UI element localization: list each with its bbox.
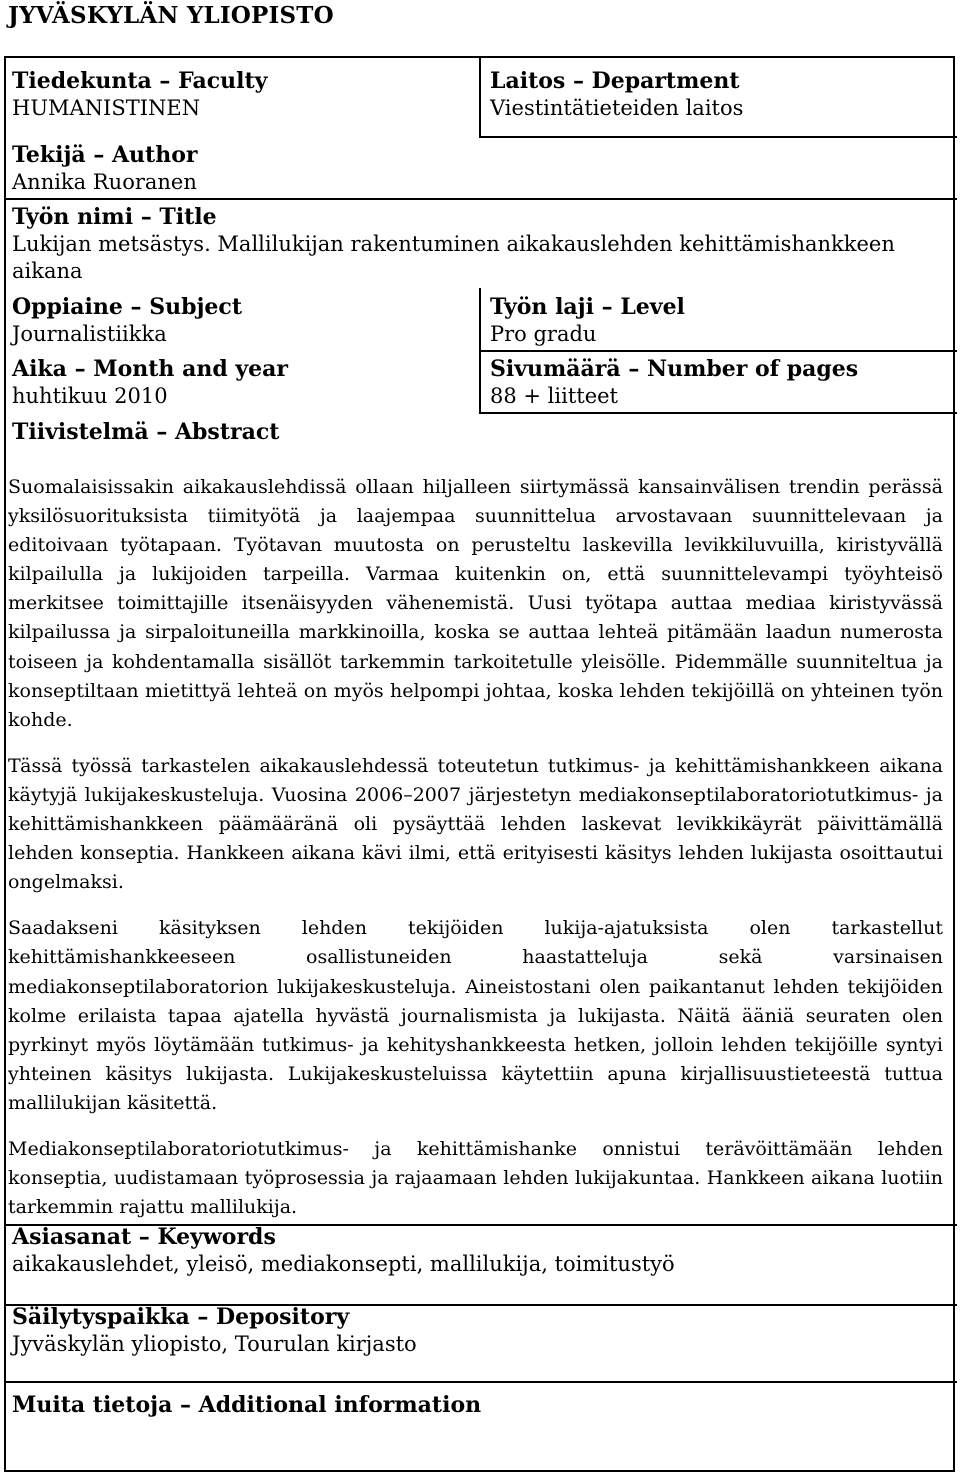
- depository-value: Jyväskylän yliopisto, Tourulan kirjasto: [12, 1332, 417, 1356]
- divider: [479, 58, 481, 136]
- date-label: Aika – Month and year: [12, 356, 288, 382]
- divider: [6, 198, 957, 200]
- faculty-value: HUMANISTINEN: [12, 96, 201, 120]
- abstract-paragraph: Tässä työssä tarkastelen aikakauslehdessä toteutetun tutkimus- ja kehittämishankkeen aikana käytyjä lukijakeskusteluja. Vuosina 2006–2007 järjestetyn mediakonseptilaboratoriotutkimus- ja kehittämishankkeen päämääränä oli pysäyttää lehden laskevat levikkikäyrät päivittämällä lehden konseptia. Hankkeen aikana kävi ilmi, että erityisesti käsitys lehden lukijasta osoittautui ongelmaksi.: [8, 754, 943, 894]
- abstract-body: [8, 473, 943, 1222]
- additional-info-label: Muita tietoja – Additional information: [12, 1392, 482, 1418]
- pages-value: 88 + liitteet: [490, 384, 618, 408]
- level-value: Pro gradu: [490, 322, 597, 346]
- divider: [479, 412, 957, 414]
- subject-label: Oppiaine – Subject: [12, 294, 242, 320]
- keywords-label: Asiasanat – Keywords: [12, 1224, 276, 1250]
- divider: [479, 288, 481, 412]
- divider: [479, 350, 957, 352]
- abstract-paragraph: Saadakseni käsityksen lehden tekijöiden lukija-ajatuksista olen tarkastellut kehittämishankkeeseen osallistuneiden haastatteluja sekä varsinaisen mediakonseptilaboratorion lukijakeskusteluja. Aineistostani olen paikantanut lehden tekijöiden kolme erilaista tapaa ajatella hyvästä journalismista ja lukijasta. Näitä ääniä seuraten olen pyrkinyt myös löytämään tutkimus- ja kehityshankkeesta hetken, jolloin lehden tekijöille syntyi yhteinen käsitys lukijasta. Lukijakeskusteluissa käytettiin apuna kirjallisuustieteestä tuttua mallilukijan käsitettä.: [8, 917, 943, 1114]
- keywords-value: aikakauslehdet, yleisö, mediakonsepti, mallilukija, toimitustyö: [12, 1252, 675, 1276]
- abstract-label: Tiivistelmä – Abstract: [12, 419, 280, 445]
- depository-label: Säilytyspaikka – Depository: [12, 1304, 350, 1330]
- title-value: Lukijan metsästys. Mallilukijan rakentuminen aikakauslehden kehittämishankkeen aikana: [12, 232, 895, 283]
- department-label: Laitos – Department: [490, 68, 740, 94]
- divider: [6, 1381, 957, 1383]
- faculty-label: Tiedekunta – Faculty: [12, 68, 268, 94]
- university-name: JYVÄSKYLÄN YLIOPISTO: [8, 2, 334, 29]
- author-value: Annika Ruoranen: [12, 170, 197, 194]
- date-value: huhtikuu 2010: [12, 384, 168, 408]
- department-value: Viestintätieteiden laitos: [490, 96, 744, 120]
- title-label: Työn nimi – Title: [12, 204, 217, 230]
- abstract-paragraph: Suomalaisissakin aikakauslehdissä ollaan hiljalleen siirtymässä kansainvälisen trendin perässä yksilösuorituksista tiimityötä ja laajempaa suunnittelua arvostavaan suunnittelevaan ja editoivaan työtapaan. Työtavan muutosta on perusteltu laskevilla levikkiluvuilla, kiristyvällä kilpailulla ja lukijoiden tarpeilla. Varmaa kuitenkin on, että suunnittelevampi työyhteisö merkitsee toimittajille itsenäisyyden vähenemistä. Uusi työtapa auttaa mediaa kiristyvässä kilpailussa ja sirpaloituneilla markkinoilla, koska se auttaa lehteä pitämään laadun numerosta toiseen ja kohdentamalla sisällöt tarkemmin tarkoitetulle yleisölle. Pidemmälle suunniteltua ja konseptiltaan mietittyä lehteä on myös helpompi johtaa, koska lehden tekijöillä on yhteinen työn kohde.: [8, 476, 943, 731]
- pages-label: Sivumäärä – Number of pages: [490, 356, 859, 382]
- divider: [479, 136, 957, 138]
- subject-value: Journalistiikka: [12, 322, 167, 346]
- author-label: Tekijä – Author: [12, 142, 198, 168]
- level-label: Työn laji – Level: [490, 294, 685, 320]
- abstract-paragraph: Mediakonseptilaboratoriotutkimus- ja kehittämishanke onnistui terävöittämään lehden konseptia, uudistamaan työprosessia ja rajaamaan lehden lukijakuntaa. Hankkeen aikana luotiin tarkemmin rajattu mallilukija.: [8, 1137, 943, 1219]
